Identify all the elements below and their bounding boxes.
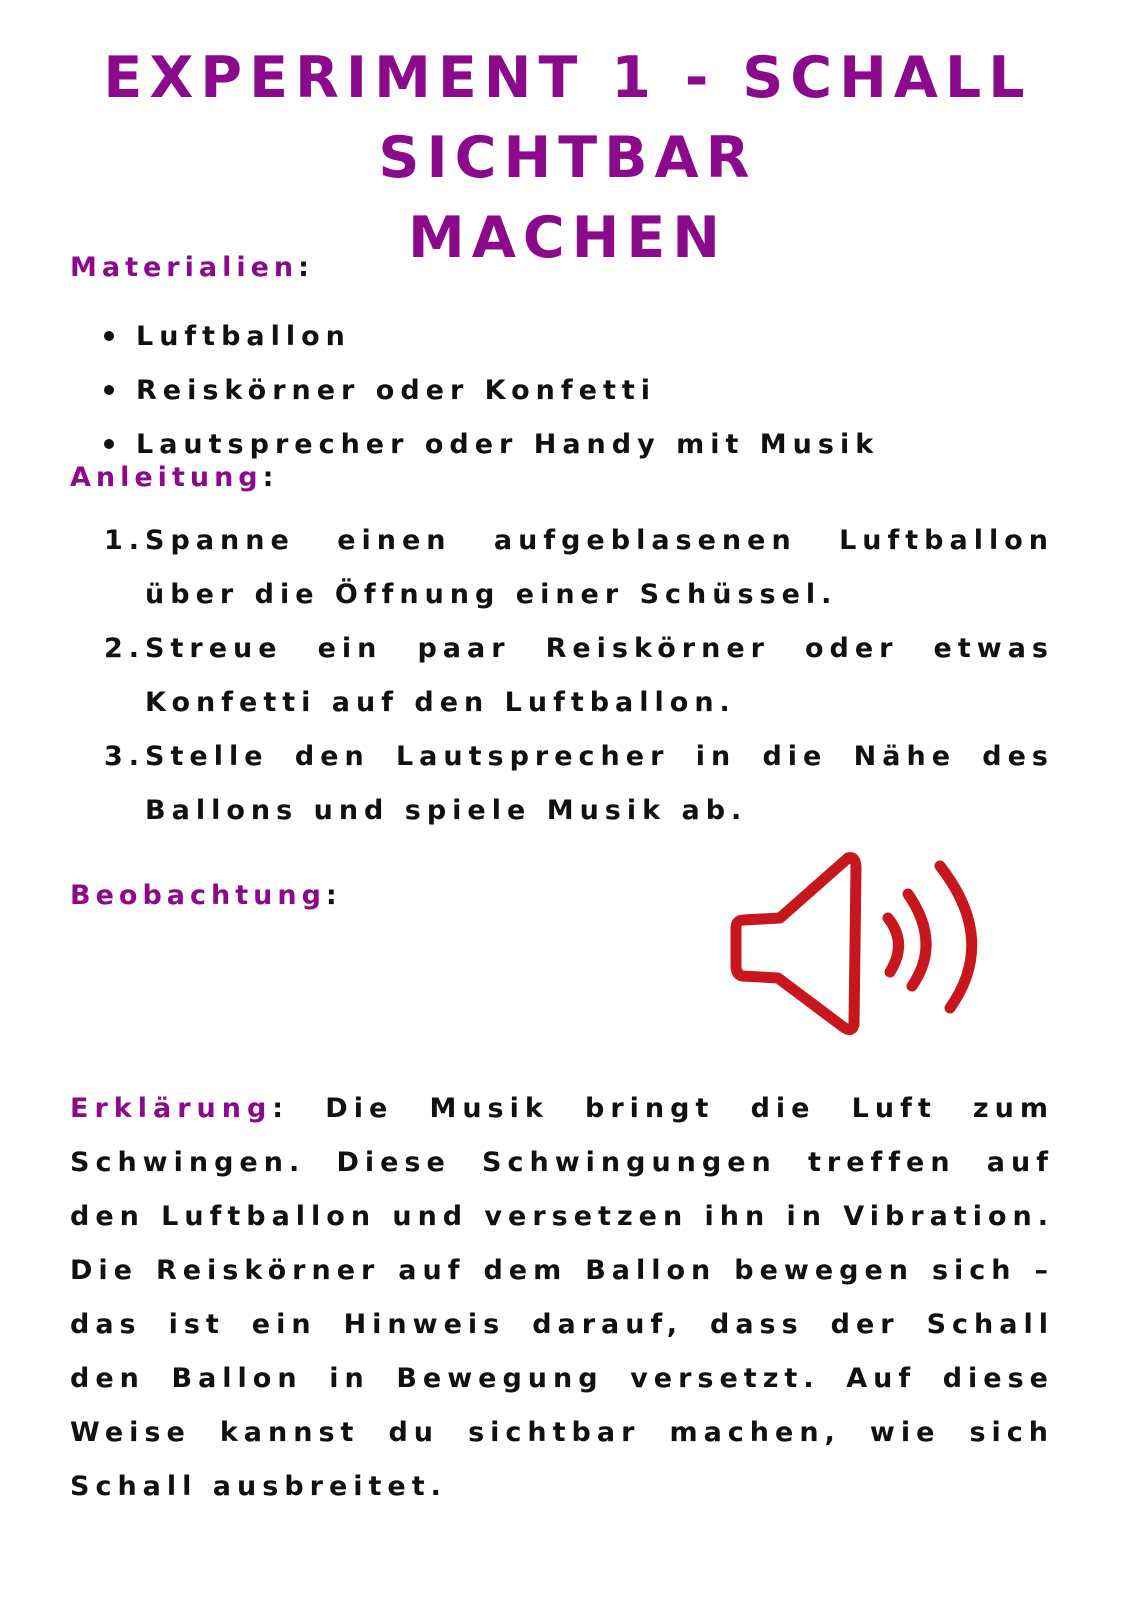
step-text: Spanne einen aufgeblasenen Luftballon über die Öffnung einer Schüssel. [145,525,1054,610]
explanation-paragraph: Erklärung: Die Musik bringt die Luft zum Schwingen. Diese Schwingungen treffen auf den Luftballon und versetzen ihn in Vibration. Die Reiskörner auf dem Ballon bewegen sich – das ist ein Hinweis darauf, dass der Schall den Ballon in Bewegung versetzt. Auf diese Weise kannst du sichtbar machen, wie sich Schall ausbreitet. [70,1093,1054,1502]
observation-heading: Beobachtung: [70,880,342,911]
list-item: Luftballon [104,310,879,364]
bullet-icon [104,331,114,341]
explanation-heading: Erklärung [70,1093,273,1124]
instructions-list [104,514,1054,838]
step-number: 2. [104,633,146,664]
explanation-text: Die Musik bringt die Luft zum Schwingen. Diese Schwingungen treffen auf den Luftballon und versetzen ihn in Vibration. Die Reiskörner auf dem Ballon bewegen sich – das ist ein Hinweis darauf, dass der Schall den Ballon in Bewegung versetzt. Auf diese Weise kannst du sichtbar machen, wie sich Schall ausbreitet. [70,1093,1054,1502]
instructions-heading: Anleitung: [70,462,279,493]
speaker-icon [730,848,990,1038]
materials-heading: Materialien: [70,252,314,283]
page-title-line-2: MACHEN [407,205,727,271]
list-item [104,514,1054,622]
step-text: Streue ein paar Reiskörner oder etwas Konfetti auf den Luftballon. [145,633,1054,718]
materials-list [104,310,879,472]
list-item: Lautsprecher oder Handy mit Musik [104,418,879,472]
step-number: 3. [104,741,146,772]
bullet-icon [104,439,114,449]
page-title [0,38,1135,278]
list-item [104,622,1054,730]
bullet-icon [104,385,114,395]
list-item: Reiskörner oder Konfetti [104,364,879,418]
step-text: Stelle den Lautsprecher in die Nähe des Ballons und spiele Musik ab. [145,741,1054,826]
page-title-line-1: EXPERIMENT 1 - SCHALL SICHTBAR [103,45,1032,191]
step-number: 1. [104,525,146,556]
list-item [104,730,1054,838]
